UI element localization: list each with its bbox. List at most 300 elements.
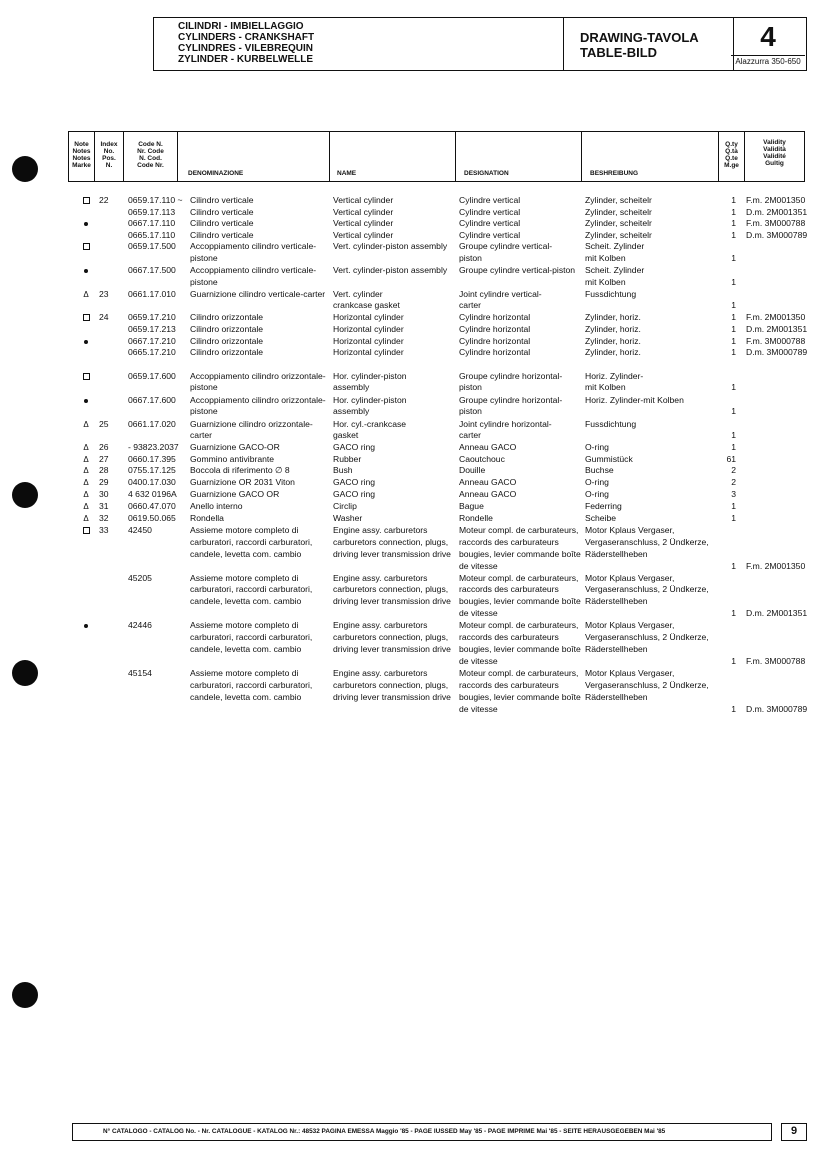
cell-fr: piston xyxy=(459,406,482,416)
note-mark xyxy=(78,265,94,277)
cell-en: Vertical cylinder xyxy=(333,218,394,228)
cell-code: 0665.17.210 xyxy=(128,347,176,357)
cell-qty: 2 xyxy=(731,465,736,475)
note-mark xyxy=(78,465,94,477)
section-title xyxy=(154,18,564,70)
cell-en: Horizontal cylinder xyxy=(333,336,404,346)
col-header-german: BESHREIBUNG xyxy=(581,131,719,182)
cell-fr: bougies, levier commande boîte xyxy=(459,692,581,702)
cell-qty: 1 xyxy=(731,656,736,666)
cell-it: Cilindro verticale xyxy=(190,230,254,240)
punch-hole-4 xyxy=(12,982,38,1008)
square-mark-icon xyxy=(83,314,90,321)
cell-fr: Cylindre vertical xyxy=(459,195,521,205)
cell-index: 33 xyxy=(99,525,109,535)
triangle-mark-icon: Δ xyxy=(83,478,89,487)
cell-de: Horiz. Zylinder- xyxy=(585,371,644,381)
cell-fr: Groupe cylindre vertical-piston xyxy=(459,265,576,275)
title-line-de: ZYLINDER - KURBELWELLE xyxy=(178,54,313,65)
cell-fr: Douille xyxy=(459,465,486,475)
cell-it: Assieme motore completo di xyxy=(190,525,299,535)
cell-fr: Cylindre horizontal xyxy=(459,347,531,357)
title-line-it: CILINDRI - IMBIELLAGGIO xyxy=(178,21,304,32)
cell-index: 28 xyxy=(99,465,109,475)
cell-validity: D.m. 2M001351 xyxy=(746,207,808,217)
drawing-label-line-1: DRAWING-TAVOLA xyxy=(580,30,699,45)
col-header-french: DESIGNATION xyxy=(455,131,582,182)
cell-de: Räderstellheben xyxy=(585,644,648,654)
cell-it: candele, levetta com. cambio xyxy=(190,644,302,654)
cell-en: Circlip xyxy=(333,501,357,511)
punch-hole-3 xyxy=(12,660,38,686)
cell-en: carburetors connection, plugs, xyxy=(333,537,449,547)
col-index-l1: Index xyxy=(100,141,118,148)
cell-de: Räderstellheben xyxy=(585,549,648,559)
cell-de: Motor Kplaus Vergaser, xyxy=(585,573,675,583)
cell-index: 29 xyxy=(99,477,109,487)
cell-de: Gummistück xyxy=(585,454,633,464)
cell-it: candele, levetta com. cambio xyxy=(190,596,302,606)
cell-de: O-ring xyxy=(585,442,609,452)
cell-de: Buchse xyxy=(585,465,614,475)
title-block xyxy=(153,17,807,71)
cell-de: O-ring xyxy=(585,489,609,499)
cell-index: 23 xyxy=(99,289,109,299)
cell-de: Vergaseranschluss, 2 Ündkerze, xyxy=(585,584,709,594)
cell-index: 24 xyxy=(99,312,109,322)
cell-fr: de vitesse xyxy=(459,656,498,666)
cell-en: Bush xyxy=(333,465,353,475)
cell-en: Horizontal cylinder xyxy=(333,324,404,334)
cell-it: carburatori, raccordi carburatori, xyxy=(190,632,313,642)
cell-en: Hor. cylinder-piston xyxy=(333,371,407,381)
triangle-mark-icon: Δ xyxy=(83,466,89,475)
cell-en: Horizontal cylinder xyxy=(333,347,404,357)
col-qty-l1: Q.ty xyxy=(725,141,738,148)
cell-fr: Joint cylindre horizontal- xyxy=(459,419,552,429)
cell-qty: 1 xyxy=(731,406,736,416)
note-mark xyxy=(78,336,94,348)
col-validity-l2: Validità xyxy=(763,146,786,153)
cell-it: Accoppiamento cilindro verticale- xyxy=(190,241,317,251)
cell-qty: 1 xyxy=(731,347,736,357)
cell-de: Vergaseranschluss, 2 Ündkerze, xyxy=(585,537,709,547)
cell-qty: 1 xyxy=(731,312,736,322)
cell-de: mit Kolben xyxy=(585,277,626,287)
cell-it: pistone xyxy=(190,277,218,287)
col-validity-l1: Validity xyxy=(763,139,786,146)
cell-it: Accoppiamento cilindro verticale- xyxy=(190,265,317,275)
cell-fr: Moteur compl. de carburateurs, xyxy=(459,525,579,535)
cell-de: Räderstellheben xyxy=(585,692,648,702)
cell-qty: 1 xyxy=(731,704,736,714)
cell-code: 0661.17.010 xyxy=(128,289,176,299)
cell-code: 45154 xyxy=(128,668,152,678)
cell-validity: D.m. 3M000789 xyxy=(746,230,808,240)
col-qty-l4: M.ge xyxy=(724,162,739,169)
cell-fr: Moteur compl. de carburateurs, xyxy=(459,668,579,678)
cell-it: Assieme motore completo di xyxy=(190,620,299,630)
note-mark xyxy=(78,513,94,525)
cell-qty: 1 xyxy=(731,382,736,392)
triangle-mark-icon: Δ xyxy=(83,502,89,511)
cell-en: Vert. cylinder xyxy=(333,289,383,299)
note-mark xyxy=(78,371,94,383)
cell-de: Federring xyxy=(585,501,622,511)
catalog-footer: N° CATALOGO - CATALOG No. - Nr. CATALOGUE - KATALOG Nr.: 48532 PAGINA EMESSA Maggio '85 - PAGE IUSSED May '85 - PAGE IMPRIME Mai '85 - SEITE HERAUSGEGEBEN Mai '85 xyxy=(72,1123,772,1141)
cell-it: Cilindro orizzontale xyxy=(190,347,264,357)
cell-de: Motor Kplaus Vergaser, xyxy=(585,620,675,630)
note-mark xyxy=(78,620,94,632)
cell-qty: 1 xyxy=(731,442,736,452)
dot-mark-icon xyxy=(84,399,88,403)
cell-fr: carter xyxy=(459,300,481,310)
cell-fr: Moteur compl. de carburateurs, xyxy=(459,620,579,630)
col-note-l2: Notes xyxy=(72,148,91,155)
cell-en: Hor. cyl.-crankcase xyxy=(333,419,407,429)
cell-fr: Anneau GACO xyxy=(459,442,517,452)
cell-fr: raccords des carburateurs xyxy=(459,632,559,642)
cell-en: driving lever transmission drive xyxy=(333,692,451,702)
note-mark xyxy=(78,289,94,301)
cell-index: 32 xyxy=(99,513,109,523)
cell-code: 0619.50.065 xyxy=(128,513,176,523)
model-name: Alazzurra 350-650 xyxy=(735,57,801,66)
cell-qty: 1 xyxy=(731,218,736,228)
cell-code: 0400.17.030 xyxy=(128,477,176,487)
col-header-note xyxy=(68,131,95,182)
note-mark xyxy=(78,525,94,537)
cell-index: 26 xyxy=(99,442,109,452)
cell-fr: Cylindre vertical xyxy=(459,218,521,228)
note-mark xyxy=(78,489,94,501)
note-mark xyxy=(78,312,94,324)
triangle-mark-icon: Δ xyxy=(83,443,89,452)
cell-de: Fussdichtung xyxy=(585,289,637,299)
cell-code: 0659.17.600 xyxy=(128,371,176,381)
cell-it: Cilindro verticale xyxy=(190,207,254,217)
col-qty-l2: Q.tà xyxy=(725,148,738,155)
cell-qty: 1 xyxy=(731,608,736,618)
cell-code: 0660.17.395 xyxy=(128,454,176,464)
triangle-mark-icon: Δ xyxy=(83,290,89,299)
square-mark-icon xyxy=(83,197,90,204)
cell-fr: raccords des carburateurs xyxy=(459,537,559,547)
cell-en: assembly xyxy=(333,406,370,416)
drawing-label xyxy=(564,18,734,70)
cell-de: Motor Kplaus Vergaser, xyxy=(585,525,675,535)
cell-en: driving lever transmission drive xyxy=(333,549,451,559)
cell-fr: Groupe cylindre vertical- xyxy=(459,241,553,251)
col-code-l3: N. Cod. xyxy=(139,155,162,162)
cell-validity: F.m. 2M001350 xyxy=(746,195,806,205)
cell-it: Assieme motore completo di xyxy=(190,573,299,583)
cell-it: Anello interno xyxy=(190,501,243,511)
cell-it: carburatori, raccordi carburatori, xyxy=(190,680,313,690)
cell-de: Scheit. Zylinder xyxy=(585,241,645,251)
note-mark xyxy=(78,442,94,454)
cell-index: 27 xyxy=(99,454,109,464)
cell-qty: 3 xyxy=(731,489,736,499)
cell-it: Accoppiamento cilindro orizzontale- xyxy=(190,395,326,405)
cell-it: Cilindro orizzontale xyxy=(190,312,264,322)
dot-mark-icon xyxy=(84,340,88,344)
col-index-l2: No. xyxy=(103,148,115,155)
cell-fr: Cylindre vertical xyxy=(459,207,521,217)
note-mark xyxy=(78,395,94,407)
cell-it: Cilindro orizzontale xyxy=(190,324,264,334)
cell-fr: Anneau GACO xyxy=(459,477,517,487)
note-mark xyxy=(78,477,94,489)
cell-fr: raccords des carburateurs xyxy=(459,584,559,594)
cell-en: carburetors connection, plugs, xyxy=(333,632,449,642)
cell-it: Accoppiamento cilindro orizzontale- xyxy=(190,371,326,381)
cell-code: 0659.17.213 xyxy=(128,324,176,334)
cell-en: Washer xyxy=(333,513,363,523)
col-header-validity xyxy=(744,131,805,182)
cell-de: Motor Kplaus Vergaser, xyxy=(585,668,675,678)
cell-validity: F.m. 3M000788 xyxy=(746,656,806,666)
cell-de: mit Kolben xyxy=(585,253,626,263)
cell-fr: Cylindre horizontal xyxy=(459,312,531,322)
cell-code: 0659.17.500 xyxy=(128,241,176,251)
note-mark xyxy=(78,419,94,431)
col-index-l4: N. xyxy=(105,162,113,169)
cell-fr: Moteur compl. de carburateurs, xyxy=(459,573,579,583)
cell-en: Engine assy. carburetors xyxy=(333,620,428,630)
cell-validity: F.m. 2M001350 xyxy=(746,312,806,322)
cell-en: GACO ring xyxy=(333,442,376,452)
cell-it: Gommino antivibrante xyxy=(190,454,275,464)
col-validity-l3: Validité xyxy=(763,153,786,160)
cell-en: driving lever transmission drive xyxy=(333,644,451,654)
cell-qty: 2 xyxy=(731,477,736,487)
cell-qty: 1 xyxy=(731,300,736,310)
cell-it: Rondella xyxy=(190,513,224,523)
cell-de: Zylinder, horiz. xyxy=(585,324,641,334)
cell-en: Vert. cylinder-piston assembly xyxy=(333,241,448,251)
col-code-l4: Code Nr. xyxy=(137,162,164,169)
cell-qty: 1 xyxy=(731,230,736,240)
cell-qty: 1 xyxy=(731,207,736,217)
cell-it: pistone xyxy=(190,406,218,416)
cell-code: 0659.17.210 xyxy=(128,312,176,322)
triangle-mark-icon: Δ xyxy=(83,490,89,499)
cell-it: pistone xyxy=(190,253,218,263)
cell-de: Zylinder, scheitelr xyxy=(585,207,652,217)
cell-it: carter xyxy=(190,430,212,440)
cell-it: Guarnizione OR 2031 Viton xyxy=(190,477,295,487)
cell-it: Boccola di riferimento ∅ 8 xyxy=(190,465,290,475)
cell-de: Scheibe xyxy=(585,513,617,523)
cell-code: 45205 xyxy=(128,573,152,583)
cell-qty: 1 xyxy=(731,195,736,205)
cell-it: candele, levetta com. cambio xyxy=(190,549,302,559)
col-header-code xyxy=(123,131,178,182)
cell-en: Vertical cylinder xyxy=(333,195,394,205)
cell-en: Engine assy. carburetors xyxy=(333,573,428,583)
cell-index: 30 xyxy=(99,489,109,499)
cell-de: Horiz. Zylinder-mit Kolben xyxy=(585,395,684,405)
square-mark-icon xyxy=(83,527,90,534)
cell-it: candele, levetta com. cambio xyxy=(190,692,302,702)
note-mark xyxy=(78,501,94,513)
cell-it: carburatori, raccordi carburatori, xyxy=(190,584,313,594)
title-line-en: CYLINDERS - CRANKSHAFT xyxy=(178,32,315,43)
cell-en: carburetors connection, plugs, xyxy=(333,680,449,690)
cell-en: Hor. cylinder-piston xyxy=(333,395,407,405)
cell-it: Guarnizione GACO OR xyxy=(190,489,280,499)
cell-fr: Caoutchouc xyxy=(459,454,505,464)
cell-index: 25 xyxy=(99,419,109,429)
col-validity-l4: Gultig xyxy=(765,160,784,167)
cell-qty: 1 xyxy=(731,561,736,571)
cell-en: Vert. cylinder-piston assembly xyxy=(333,265,448,275)
cell-code: 4 632 0196A xyxy=(128,489,177,499)
cell-validity: D.m. 3M000789 xyxy=(746,704,808,714)
col-code-l2: Nr. Code xyxy=(137,148,164,155)
cell-validity: D.m. 3M000789 xyxy=(746,347,808,357)
col-index-l3: Pos. xyxy=(102,155,116,162)
square-mark-icon xyxy=(83,373,90,380)
drawing-label-line-2: TABLE-BILD xyxy=(580,45,658,60)
dot-mark-icon xyxy=(84,624,88,628)
cell-qty: 1 xyxy=(731,253,736,263)
cell-de: Zylinder, horiz. xyxy=(585,347,641,357)
cell-qty: 1 xyxy=(731,277,736,287)
cell-code: 0659.17.113 xyxy=(128,207,176,217)
cell-code: 0660.47.070 xyxy=(128,501,176,511)
cell-en: assembly xyxy=(333,382,370,392)
cell-index: 31 xyxy=(99,501,109,511)
cell-code: 0667.17.600 xyxy=(128,395,176,405)
cell-code: 0661.17.020 xyxy=(128,419,176,429)
cell-fr: Cylindre horizontal xyxy=(459,336,531,346)
punch-hole-2 xyxy=(12,482,38,508)
note-mark xyxy=(78,218,94,230)
cell-qty: 61 xyxy=(726,454,736,464)
col-note-l3: Notes xyxy=(72,155,91,162)
cell-de: Zylinder, horiz. xyxy=(585,312,641,322)
cell-de: Fussdichtung xyxy=(585,419,637,429)
col-note-l1: Note xyxy=(74,141,89,148)
col-qty-l3: Q.te xyxy=(725,155,738,162)
cell-de: Zylinder, scheitelr xyxy=(585,195,652,205)
square-mark-icon xyxy=(83,243,90,250)
cell-fr: Anneau GACO xyxy=(459,489,517,499)
cell-validity: F.m. 3M000788 xyxy=(746,336,806,346)
cell-fr: bougies, levier commande boîte xyxy=(459,644,581,654)
cell-qty: 1 xyxy=(731,336,736,346)
cell-en: Engine assy. carburetors xyxy=(333,668,428,678)
dot-mark-icon xyxy=(84,222,88,226)
cell-fr: de vitesse xyxy=(459,608,498,618)
page-number: 9 xyxy=(781,1123,807,1141)
cell-fr: raccords des carburateurs xyxy=(459,680,559,690)
cell-fr: Rondelle xyxy=(459,513,493,523)
cell-en: gasket xyxy=(333,430,359,440)
cell-en: GACO ring xyxy=(333,477,376,487)
cell-en: driving lever transmission drive xyxy=(333,596,451,606)
note-mark xyxy=(78,241,94,253)
cell-de: Zylinder, horiz. xyxy=(585,336,641,346)
triangle-mark-icon: Δ xyxy=(83,455,89,464)
cell-de: Räderstellheben xyxy=(585,596,648,606)
cell-de: Scheit. Zylinder xyxy=(585,265,645,275)
col-header-index xyxy=(94,131,124,182)
cell-de: Vergaseranschluss, 2 Ündkerze, xyxy=(585,680,709,690)
cell-code: 42446 xyxy=(128,620,152,630)
cell-fr: de vitesse xyxy=(459,561,498,571)
cell-code: - 93823.2037 xyxy=(128,442,179,452)
col-header-english: NAME xyxy=(329,131,456,182)
cell-it: Guarnizione cilindro verticale-carter xyxy=(190,289,326,299)
cell-code: 0665.17.110 xyxy=(128,230,176,240)
cell-fr: Cylindre horizontal xyxy=(459,324,531,334)
cell-validity: F.m. 2M001350 xyxy=(746,561,806,571)
cell-en: Vertical cylinder xyxy=(333,230,394,240)
drawing-number-box xyxy=(731,18,808,70)
dot-mark-icon xyxy=(84,269,88,273)
cell-it: Guarnizione GACO-OR xyxy=(190,442,280,452)
cell-en: Rubber xyxy=(333,454,362,464)
cell-fr: Joint cylindre vertical- xyxy=(459,289,542,299)
note-mark xyxy=(78,195,94,207)
cell-validity: D.m. 2M001351 xyxy=(746,324,808,334)
cell-code: 0659.17.110 ~ xyxy=(128,195,183,205)
cell-validity: D.m. 2M001351 xyxy=(746,608,808,618)
cell-validity: F.m. 3M000788 xyxy=(746,218,806,228)
cell-qty: 1 xyxy=(731,430,736,440)
cell-fr: carter xyxy=(459,430,481,440)
cell-en: GACO ring xyxy=(333,489,376,499)
cell-de: Zylinder, scheitelr xyxy=(585,230,652,240)
cell-code: 42450 xyxy=(128,525,152,535)
cell-code: 0755.17.125 xyxy=(128,465,176,475)
cell-code: 0667.17.210 xyxy=(128,336,176,346)
cell-fr: Groupe cylindre horizontal- xyxy=(459,371,563,381)
cell-en: Horizontal cylinder xyxy=(333,312,404,322)
cell-en: Vertical cylinder xyxy=(333,207,394,217)
cell-index: 22 xyxy=(99,195,109,205)
cell-fr: bougies, levier commande boîte xyxy=(459,549,581,559)
col-code-l1: Code N. xyxy=(138,141,163,148)
title-line-fr: CYLINDRES - VILEBREQUIN xyxy=(178,43,314,54)
cell-en: Engine assy. carburetors xyxy=(333,525,428,535)
cell-it: Assieme motore completo di xyxy=(190,668,299,678)
cell-qty: 1 xyxy=(731,501,736,511)
cell-de: O-ring xyxy=(585,477,609,487)
cell-de: mit Kolben xyxy=(585,382,626,392)
cell-en: carburetors connection, plugs, xyxy=(333,584,449,594)
drawing-number: 4 xyxy=(731,18,805,56)
cell-de: Zylinder, scheitelr xyxy=(585,218,652,228)
punch-hole-1 xyxy=(12,156,38,182)
cell-code: 0667.17.500 xyxy=(128,265,176,275)
cell-fr: Bague xyxy=(459,501,484,511)
cell-fr: piston xyxy=(459,253,482,263)
cell-en: crankcase gasket xyxy=(333,300,400,310)
triangle-mark-icon: Δ xyxy=(83,420,89,429)
cell-it: Cilindro orizzontale xyxy=(190,336,264,346)
cell-it: Cilindro verticale xyxy=(190,195,254,205)
cell-it: Guarnizione cilindro orizzontale- xyxy=(190,419,313,429)
cell-fr: bougies, levier commande boîte xyxy=(459,596,581,606)
col-header-italian: DENOMINAZIONE xyxy=(177,131,330,182)
cell-qty: 1 xyxy=(731,324,736,334)
cell-de: Vergaseranschluss, 2 Ündkerze, xyxy=(585,632,709,642)
cell-fr: Cylindre vertical xyxy=(459,230,521,240)
